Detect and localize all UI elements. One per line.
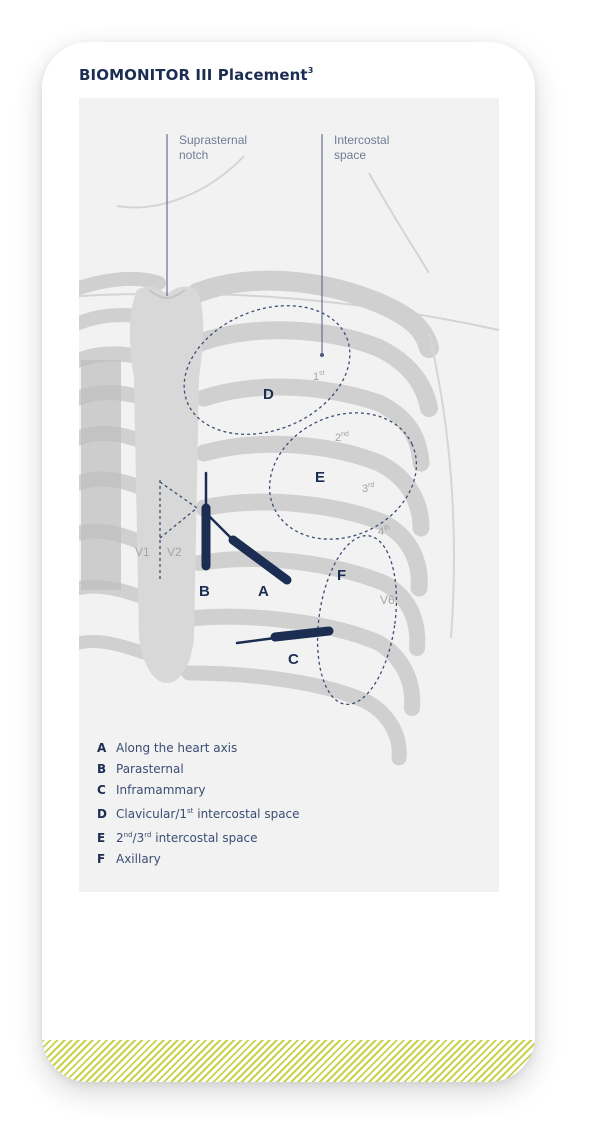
callout-suprasternal: Suprasternal notch (179, 133, 248, 162)
callout-intercostal: Intercostal space (334, 133, 390, 162)
intercostal-dot (320, 353, 324, 357)
lead-label-v1: V1 (135, 545, 150, 559)
rib-label-2: 2nd (335, 431, 349, 444)
legend-item-b: B Parasternal (97, 762, 184, 776)
lead-label-v2: V2 (167, 545, 182, 559)
device-a-lead (209, 516, 231, 538)
page-title (79, 66, 313, 84)
content-card (42, 42, 535, 1082)
decorative-hatch-band (42, 1040, 535, 1082)
legend-item-a: A Along the heart axis (97, 741, 238, 755)
zone-letter-a: A (258, 583, 269, 600)
zone-letter-b: B (199, 583, 210, 600)
legend (97, 738, 300, 870)
device-c-body (275, 631, 329, 637)
rib-label-4: 4th (378, 525, 390, 538)
legend-item-f: F Axillary (97, 852, 161, 866)
zone-letter-e: E (315, 469, 326, 486)
legend-item-d: D Clavicular/1st intercostal space (97, 807, 300, 821)
title-text: BIOMONITOR III Placement (79, 66, 308, 84)
zone-letter-d: D (263, 386, 274, 403)
legend-item-c: C Inframammary (97, 783, 206, 797)
torso-edge (429, 333, 454, 638)
sternum (130, 287, 203, 683)
lead-label-v6: V6 (380, 593, 395, 607)
rib-label-3: 3rd (362, 482, 375, 495)
zone-letter-f: F (337, 567, 347, 584)
title-footnote: 3 (307, 66, 314, 75)
legend-item-e: E 2nd/3rd intercostal space (97, 831, 258, 845)
zone-letter-c: C (288, 651, 299, 668)
cartilage-left (81, 360, 121, 590)
ribs-right (189, 281, 429, 758)
device-c-lead (237, 638, 275, 643)
rib-label-1: 1st (313, 370, 325, 383)
placement-diagram (79, 98, 499, 892)
